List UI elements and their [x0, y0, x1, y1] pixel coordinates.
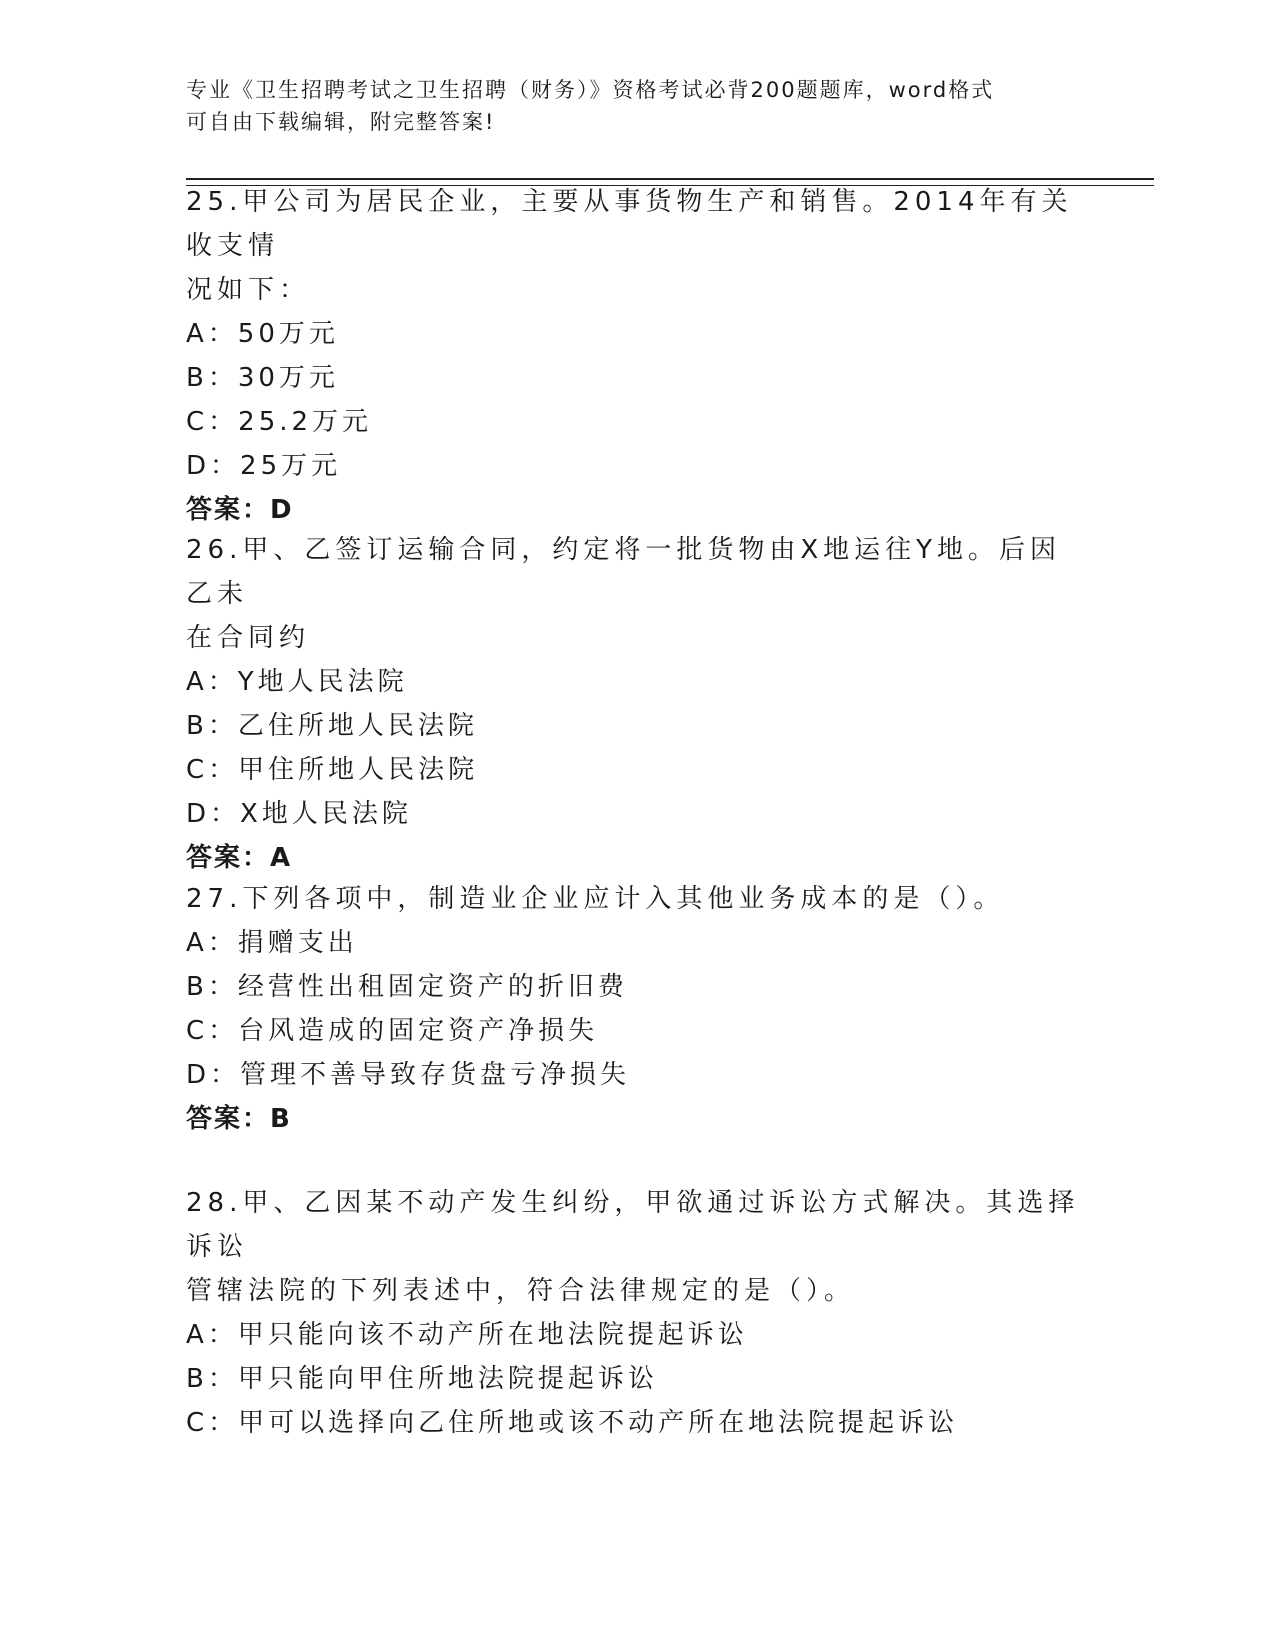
question-stem: 28.甲、乙因某不动产发生纠纷，甲欲通过诉讼方式解决。其选择诉讼: [186, 1188, 1080, 1262]
option-c: C：甲可以选择向乙住所地或该不动产所在地法院提起诉讼: [186, 1408, 959, 1438]
option-c: C：甲住所地人民法院: [186, 755, 479, 785]
answer: 答案：D: [186, 495, 294, 525]
option-a: A：捐赠支出: [186, 928, 358, 958]
option-d: D：25万元: [186, 451, 342, 481]
question-stem: 26.甲、乙签订运输合同，约定将一批货物由X地运往Y地。后因乙未: [186, 535, 1062, 609]
option-b: B：30万元: [186, 363, 339, 393]
option-a: A：Y地人民法院: [186, 667, 408, 697]
question-25: [186, 180, 1086, 532]
option-c: C：25.2万元: [186, 407, 373, 437]
option-b: B：经营性出租固定资产的折旧费: [186, 972, 628, 1002]
answer: 答案：B: [186, 1104, 292, 1134]
question-28: [186, 1181, 1086, 1445]
answer: 答案：A: [186, 843, 293, 873]
question-stem: 27.下列各项中，制造业企业应计入其他业务成本的是（）。: [186, 884, 1005, 914]
document-header: [186, 74, 1066, 138]
option-d: D：X地人民法院: [186, 799, 412, 829]
header-line-2: 可自由下载编辑，附完整答案!: [186, 110, 496, 134]
option-d: D：管理不善导致存货盘亏净损失: [186, 1060, 631, 1090]
question-stem-cont: 在合同约: [186, 623, 311, 653]
option-a: A：甲只能向该不动产所在地法院提起诉讼: [186, 1320, 748, 1350]
option-a: A：50万元: [186, 319, 339, 349]
question-stem-cont: 管辖法院的下列表述中，符合法律规定的是（）。: [186, 1276, 856, 1306]
header-line-1: 专业《卫生招聘考试之卫生招聘（财务）》资格考试必背200题题库，word格式: [186, 78, 995, 102]
question-stem-cont: 况如下：: [186, 275, 311, 305]
question-27: [186, 877, 1086, 1141]
option-c: C：台风造成的固定资产净损失: [186, 1016, 599, 1046]
question-stem: 25.甲公司为居民企业，主要从事货物生产和销售。2014年有关收支情: [186, 187, 1073, 261]
option-b: B：乙住所地人民法院: [186, 711, 478, 741]
question-26: [186, 528, 1086, 880]
option-b: B：甲只能向甲住所地法院提起诉讼: [186, 1364, 658, 1394]
